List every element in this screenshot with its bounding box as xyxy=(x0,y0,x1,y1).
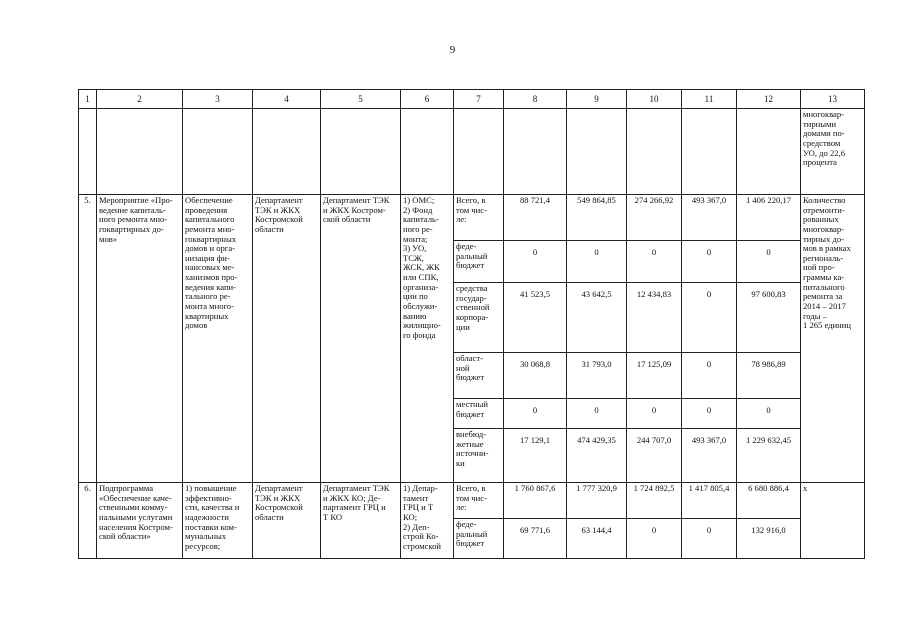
header-cell: 4 xyxy=(253,90,321,109)
header-cell: 5 xyxy=(321,90,401,109)
program-table xyxy=(78,89,865,559)
value-cell: 0 xyxy=(532,405,538,415)
participants-cell: 1) Депар- тамент ГРЦ и Т КО; 2) Деп- строй Ко- стромской xyxy=(403,483,441,551)
header-cell: 6 xyxy=(401,90,454,109)
source-label: феде- ральный бюджет xyxy=(456,241,488,271)
value-cell: 17 129,1 xyxy=(519,435,551,445)
activity-name: Подпрограмма «Обеспечение каче- ственными комму- нальными услугами населения Костром- ской области» xyxy=(99,483,173,542)
value-cell: 0 xyxy=(651,525,657,535)
header-cell: 1 xyxy=(79,90,97,109)
goal-cell: Обеспечение проведения капитального ремонта мно- гоквартирных домов и орга- низация фи- нансовых ме- ханизмов про- ведения капи- тального ре- монта много- квартирных домов xyxy=(185,195,238,331)
value-cell: 244 707,0 xyxy=(636,435,672,445)
value-cell: 0 xyxy=(766,405,771,415)
value-cell: 78 986,89 xyxy=(751,359,786,369)
header-cell: 12 xyxy=(737,90,801,109)
value-cell: 274 266,92 xyxy=(634,195,674,205)
table-row xyxy=(79,483,865,519)
value-cell: 0 xyxy=(706,359,712,369)
header-cell: 13 xyxy=(801,90,865,109)
value-cell: 549 864,85 xyxy=(577,195,616,205)
value-cell: 41 523,5 xyxy=(519,289,551,299)
coexecutor-cell: Департамент ТЭК и ЖКХ Костромской области xyxy=(255,483,303,522)
header-row xyxy=(79,90,865,109)
header-cell: 3 xyxy=(183,90,253,109)
header-cell: 8 xyxy=(504,90,567,109)
source-label: Всего, в том чис- ле: xyxy=(456,483,487,513)
value-cell: 69 771,6 xyxy=(519,525,551,535)
source-label: Всего, в том чис- ле: xyxy=(456,195,487,225)
value-cell: 6 680 886,4 xyxy=(748,483,789,493)
value-cell: 43 642,5 xyxy=(581,289,612,299)
value-cell: 474 429,35 xyxy=(577,435,616,445)
table-row xyxy=(79,195,865,241)
value-cell: 0 xyxy=(706,289,712,299)
source-label: област- ной бюджет xyxy=(456,353,485,383)
value-cell: 493 367,0 xyxy=(691,435,727,445)
value-cell: 31 793,0 xyxy=(581,359,612,369)
indicator-cell: многоквар- тирными домами по- средством УО, до 22,6 процента xyxy=(803,109,846,168)
value-cell: 0 xyxy=(651,247,657,257)
value-cell: 12 434,83 xyxy=(636,289,672,299)
value-cell: 0 xyxy=(532,247,538,257)
value-cell: 1 777 320,9 xyxy=(576,483,617,493)
value-cell: 0 xyxy=(706,247,712,257)
header-cell: 2 xyxy=(97,90,183,109)
value-cell: 1 229 632,45 xyxy=(745,435,792,445)
value-cell: 493 367,0 xyxy=(691,195,727,205)
value-cell: 0 xyxy=(706,525,712,535)
indicator-cell: Количество отремонти- рованных многоквар- тирных до- мов в рамках региональ- ной про- граммы ка- питального ремонта за 2014 – 2017 годы – 1 265 единиц xyxy=(803,195,851,331)
value-cell: 1 724 892,5 xyxy=(633,483,675,493)
participants-cell: 1) ОМС; 2) Фонд капиталь- ного ре- монта; 3) УО, ТСЖ, ЖСК, ЖК или СПК, организа- ции по обслужи- ванию жилищно- го фонда xyxy=(403,195,441,340)
value-cell: 0 xyxy=(594,247,599,257)
value-cell: 17 125,09 xyxy=(636,359,672,369)
responsible-cell: Департамент ТЭК и ЖКХ КО; Де- партамент ГРЦ и Т КО xyxy=(323,483,390,522)
value-cell: 132 916,0 xyxy=(751,525,786,535)
header-cell: 10 xyxy=(627,90,682,109)
responsible-cell: Департамент ТЭК и ЖКХ Костром- ской области xyxy=(323,195,390,225)
value-cell: 63 144,4 xyxy=(581,525,612,535)
source-label: местный бюджет xyxy=(456,399,489,419)
row-number: 6. xyxy=(84,483,91,493)
value-cell: 1 417 805,4 xyxy=(688,483,730,493)
table-row-continuation xyxy=(79,109,865,195)
value-cell: 88 721,4 xyxy=(519,195,551,205)
coexecutor-cell: Департамент ТЭК и ЖКХ Костромской области xyxy=(255,195,303,234)
header-cell: 9 xyxy=(567,90,627,109)
value-cell: 97 600,83 xyxy=(751,289,786,299)
goal-cell: 1) повышение эффективно- сти, качества и надежности поставки ком- мунальных ресурсов; xyxy=(185,483,240,551)
header-cell: 11 xyxy=(682,90,737,109)
source-label: феде- ральный бюджет xyxy=(456,519,488,549)
page-number: 9 xyxy=(449,44,456,56)
value-cell: 0 xyxy=(651,405,657,415)
value-cell: 0 xyxy=(706,405,712,415)
header-cell: 7 xyxy=(454,90,504,109)
value-cell: 0 xyxy=(766,247,771,257)
value-cell: 1 760 867,6 xyxy=(514,483,556,493)
indicator-cell: x xyxy=(803,483,808,493)
source-label: внебюд- жетные источни- ки xyxy=(456,429,489,468)
activity-name: Мероприятие «Про- ведение капиталь- ного ремонта мно- гоквартирных до- мов» xyxy=(99,195,173,244)
source-label: средства государ- ственной корпора- ции xyxy=(456,283,490,332)
value-cell: 0 xyxy=(594,405,599,415)
row-number: 5. xyxy=(84,195,91,205)
value-cell: 1 406 220,17 xyxy=(745,195,792,205)
value-cell: 30 068,8 xyxy=(519,359,551,369)
